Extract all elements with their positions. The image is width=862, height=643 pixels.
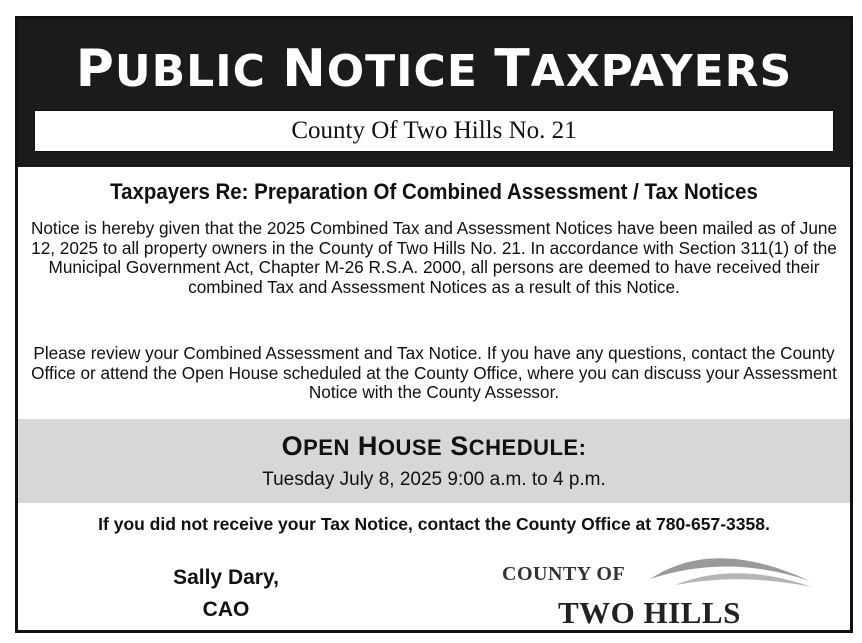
review-paragraph: Please review your Combined Assessment and Tax Notice. If you have any questions, contact the County Office or attend the Open House scheduled at the County Office, where you can discuss your Assessment Notice with the County Assessor. xyxy=(31,343,837,403)
notice-title xyxy=(18,39,850,99)
notice-subheading: Taxpayers Re: Preparation Of Combined Assessment / Tax Notices xyxy=(110,179,758,204)
open-house-title xyxy=(18,431,850,462)
county-logo xyxy=(500,541,820,633)
title-word-public: PUBLIC xyxy=(75,39,266,99)
oh-word-open: OPEN xyxy=(281,431,350,461)
title-word-notice: NOTICE xyxy=(282,39,478,99)
county-name-box xyxy=(34,110,834,152)
signature-title: CAO xyxy=(202,598,250,621)
oh-word-house: HOUSE xyxy=(357,431,443,461)
signature-block xyxy=(136,562,316,626)
county-name: County Of Two Hills No. 21 xyxy=(291,117,577,144)
oh-word-schedule: SCHEDULE: xyxy=(450,431,587,461)
header-band xyxy=(18,19,850,167)
signature-name: Sally Dary, xyxy=(173,566,279,589)
logo-line1: COUNTY OF xyxy=(502,563,626,585)
contact-line: If you did not receive your Tax Notice, contact the County Office at 780-657-3358. xyxy=(98,514,770,534)
notice-paragraph: Notice is hereby given that the 2025 Combined Tax and Assessment Notices have been mailed as of June 12, 2025 to all property owners in the County of Two Hills No. 21. In accordance with Section 311(1) of the Municipal Government Act, Chapter M-26 R.S.A. 2000, all persons are deemed to have received their combined Tax and Assessment Notices as a result of this Notice. xyxy=(30,218,838,297)
title-word-taxpayers: TAXPAYERS xyxy=(494,39,793,99)
public-notice-frame xyxy=(15,16,853,633)
logo-line2: TWO HILLS xyxy=(558,595,741,630)
open-house-datetime: Tuesday July 8, 2025 9:00 a.m. to 4 p.m. xyxy=(262,469,606,490)
